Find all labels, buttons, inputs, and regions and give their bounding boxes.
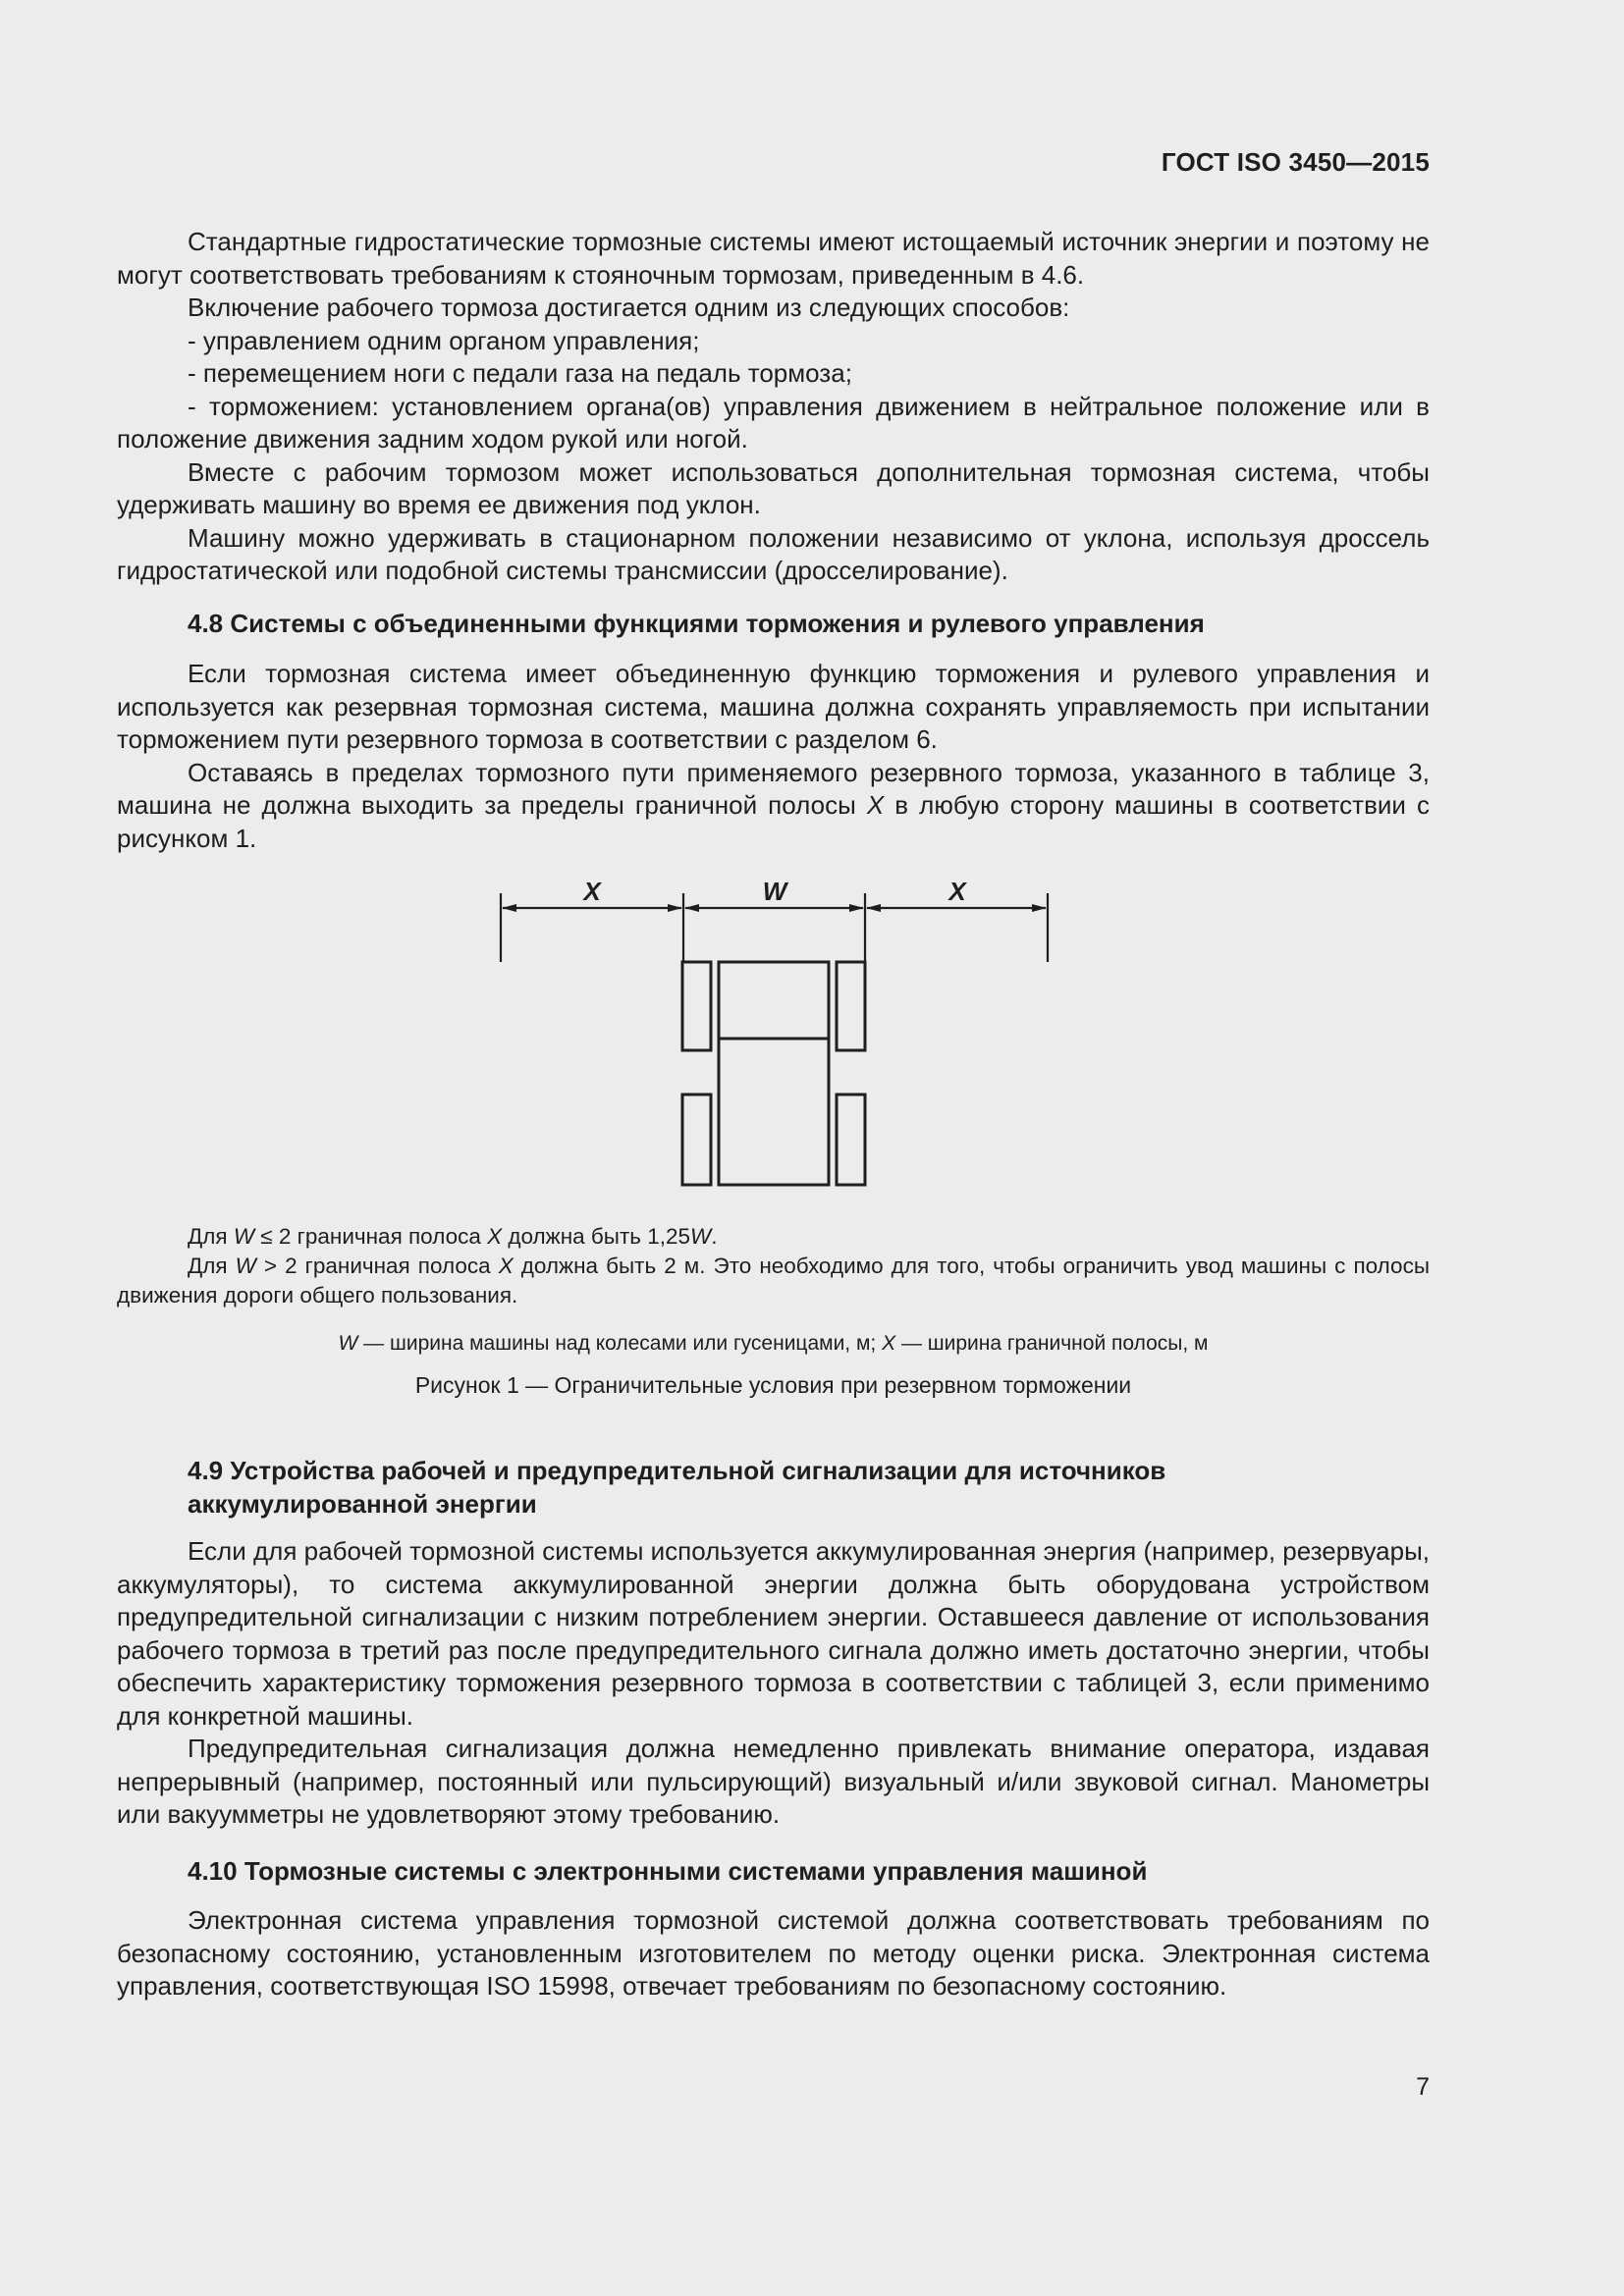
paragraph: Стандартные гидростатические тормозные системы имеют истощаемый источник энергии и поэтому не могут соответствовать требованиям к стояночным тормозам, приведенным в 4.6. bbox=[117, 227, 1430, 290]
paragraph: Оставаясь в пределах тормозного пути применяемого резервного тормоза, указанного в таблице 3, машина не должна выходить за пределы граничной полосы X в любую сторону машины в соответствии с рисунком 1. bbox=[117, 757, 1431, 853]
list-item: - управлением одним органом управления; bbox=[188, 325, 700, 355]
page-number: 7 bbox=[1416, 2073, 1430, 2101]
section-heading: 4.9 Устройства рабочей и предупредительной сигнализации для источников аккумулированной энергии bbox=[188, 1456, 1166, 1519]
paragraph: Машину можно удерживать в стационарном положении независимо от уклона, используя дроссель гидростатической или подобной системы трансмиссии (дросселирование). bbox=[117, 522, 1430, 585]
vehicle-body bbox=[719, 962, 829, 1185]
document-header: ГОСТ ISO 3450—2015 bbox=[1161, 147, 1430, 177]
list-item: - торможением: установлением органа(ов) управления движением в нейтральное положение или в положение движения задним ходом рукой или ногой. bbox=[117, 391, 1430, 454]
figure-note: Для W > 2 граничная полоса X должна быть 2 м. Это необходимо для того, чтобы ограничить увод машины с полосы движения дороги общего пользования. bbox=[117, 1254, 1430, 1308]
paragraph: Включение рабочего тормоза достигается одним из следующих способов: bbox=[188, 293, 1070, 322]
arrowhead bbox=[866, 904, 881, 912]
wheel-front-left bbox=[682, 962, 711, 1050]
section-heading: 4.8 Системы с объединенными функциями торможения и рулевого управления bbox=[188, 609, 1205, 638]
paragraph: Электронная система управления тормозной системой должна соответствовать требованиям по безопасному состоянию, установленным изготовителем по методу оценки риска. Электронная система управления, соответствующая ISO 15998, отвечает требованиям по безопасному состоянию. bbox=[117, 1905, 1430, 2001]
paragraph: Вместе с рабочим тормозом может использоваться дополнительная тормозная система, чтобы удерживать машину во время ее движения под уклон. bbox=[117, 456, 1430, 519]
dimension-label-x-left: X bbox=[583, 877, 601, 906]
list-item: - перемещением ноги с педали газа на педаль тормоза; bbox=[188, 358, 852, 388]
wheel-rear-right bbox=[837, 1095, 865, 1185]
figure-legend: W — ширина машины над колесами или гусеницами, м; X — ширина граничной полосы, м bbox=[338, 1332, 1209, 1355]
dimension-label-x-right: X bbox=[948, 877, 966, 906]
section-4-7-body bbox=[117, 226, 1430, 588]
section-4-8 bbox=[117, 608, 1430, 641]
wheel-rear-left bbox=[682, 1095, 711, 1185]
section-4-9 bbox=[117, 1455, 1430, 1521]
section-4-8-body bbox=[117, 658, 1430, 855]
arrowhead bbox=[502, 904, 516, 912]
figure-notes bbox=[117, 1222, 1430, 1310]
arrowhead bbox=[1032, 904, 1047, 912]
paragraph: Если тормозная система имеет объединенную функцию торможения и рулевого управления и используется как резервная тормозная система, машина должна сохранять управляемость при испытании торможением пути резервного тормоза в соответствии с разделом 6. bbox=[117, 659, 1430, 754]
section-heading: 4.10 Тормозные системы с электронными системами управления машиной bbox=[188, 1856, 1148, 1886]
figure-note: Для W ≤ 2 граничная полоса X должна быть 1,25W. bbox=[188, 1224, 718, 1249]
figure-caption: Рисунок 1 — Ограничительные условия при резервном торможении bbox=[414, 1372, 1132, 1398]
wheel-front-right bbox=[837, 962, 865, 1050]
arrowhead bbox=[849, 904, 864, 912]
dimension-label-w: W bbox=[762, 877, 787, 906]
section-4-10 bbox=[117, 1855, 1430, 1889]
section-4-9-body bbox=[117, 1535, 1430, 1832]
paragraph: Предупредительная сигнализация должна немедленно привлекать внимание оператора, издавая непрерывный (например, постоянный или пульсирующий) визуальный и/или звуковой сигнал. Манометры или вакуумметры не удовлетворяют этому требованию. bbox=[117, 1734, 1430, 1829]
paragraph: Если для рабочей тормозной системы используется аккумулированная энергия (например, резервуары, аккумуляторы), то система аккумулированной энергии должна быть оборудована устройством предупредительной сигнализации с низким потреблением энергии. Оставшееся давление от использования рабочего тормоза в третий раз после предупредительного сигнала должно иметь достаточно энергии, чтобы обеспечить характеристику торможения резервного тормоза в соответствии с таблицей 3, если применимо для конкретной машины. bbox=[117, 1536, 1430, 1731]
arrowhead bbox=[668, 904, 682, 912]
arrowhead bbox=[684, 904, 699, 912]
figure-1-diagram bbox=[491, 874, 1080, 1198]
section-4-10-body bbox=[117, 1904, 1430, 2003]
